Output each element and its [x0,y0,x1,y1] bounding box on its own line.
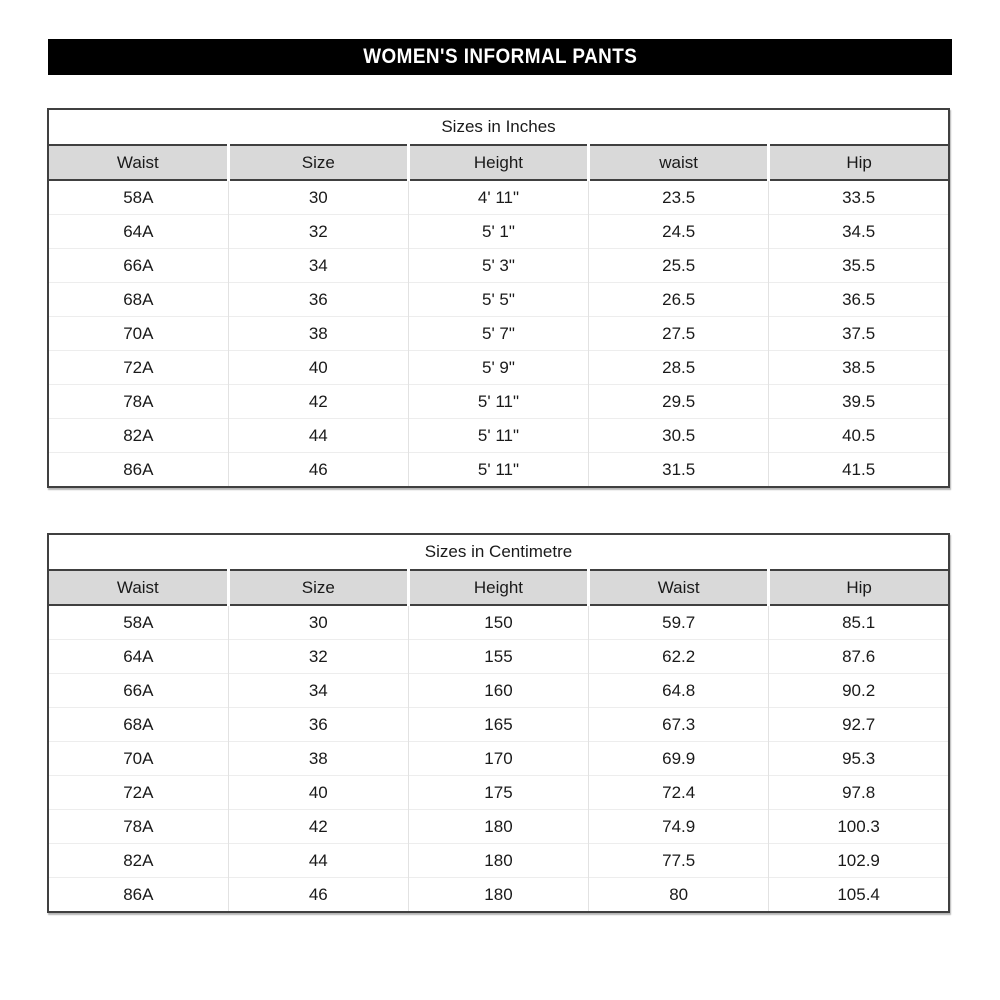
column-header: Hip [769,145,949,180]
table-cell: 68A [48,283,228,317]
table-cell: 165 [408,708,588,742]
table-row [48,810,949,844]
column-header: Size [228,570,408,605]
table-cell: 26.5 [589,283,769,317]
table-cell: 40 [228,776,408,810]
table-cell: 29.5 [589,385,769,419]
table-row [48,776,949,810]
sizes-in-inches-table [47,108,950,488]
table-cell: 64.8 [589,674,769,708]
table-cell: 74.9 [589,810,769,844]
table-cell: 58A [48,605,228,640]
table-title: Sizes in Centimetre [48,534,949,570]
table-row [48,640,949,674]
table-title-row [48,534,949,570]
table-cell: 5' 3" [408,249,588,283]
table-cell: 87.6 [769,640,949,674]
table-row [48,385,949,419]
table-cell: 105.4 [769,878,949,913]
table-cell: 39.5 [769,385,949,419]
page-title: WOMEN'S INFORMAL PANTS [362,45,638,68]
table-cell: 102.9 [769,844,949,878]
table-cell: 32 [228,215,408,249]
table-cell: 42 [228,810,408,844]
table-cell: 40.5 [769,419,949,453]
table-row [48,605,949,640]
table-cell: 62.2 [589,640,769,674]
table-cell: 5' 5" [408,283,588,317]
table-cell: 64A [48,215,228,249]
table-row [48,878,949,913]
table-cell: 92.7 [769,708,949,742]
table-cell: 36.5 [769,283,949,317]
table-cell: 69.9 [589,742,769,776]
table-row [48,249,949,283]
table-cell: 78A [48,385,228,419]
table-cell: 82A [48,419,228,453]
table-header-row [48,570,949,605]
table-cell: 38 [228,317,408,351]
table-cell: 30.5 [589,419,769,453]
table-cell: 72A [48,776,228,810]
table-row [48,708,949,742]
table-cell: 160 [408,674,588,708]
table-cell: 86A [48,878,228,913]
table-cell: 5' 7" [408,317,588,351]
table-cell: 35.5 [769,249,949,283]
table-cell: 30 [228,605,408,640]
table-row [48,419,949,453]
table-cell: 100.3 [769,810,949,844]
table-body [48,180,949,487]
table-cell: 34 [228,249,408,283]
table-cell: 180 [408,844,588,878]
table-cell: 27.5 [589,317,769,351]
table-row [48,351,949,385]
table-cell: 28.5 [589,351,769,385]
table-header-row [48,145,949,180]
table-cell: 5' 11" [408,385,588,419]
table-title-row [48,109,949,145]
table-cell: 68A [48,708,228,742]
table-cell: 32 [228,640,408,674]
table-cell: 37.5 [769,317,949,351]
table-cell: 180 [408,878,588,913]
table-cell: 78A [48,810,228,844]
table-cell: 42 [228,385,408,419]
table-row [48,674,949,708]
column-header: Waist [48,145,228,180]
table-cell: 36 [228,708,408,742]
table-cell: 70A [48,317,228,351]
table-cell: 59.7 [589,605,769,640]
table-cell: 44 [228,844,408,878]
table-cell: 34.5 [769,215,949,249]
table-cell: 36 [228,283,408,317]
table-cell: 150 [408,605,588,640]
table-cell: 38 [228,742,408,776]
table-cell: 30 [228,180,408,215]
table-row [48,215,949,249]
column-header: Waist [48,570,228,605]
table-cell: 44 [228,419,408,453]
table-row [48,180,949,215]
table-cell: 4' 11" [408,180,588,215]
table-cell: 5' 11" [408,419,588,453]
table-cell: 5' 11" [408,453,588,488]
table-cell: 155 [408,640,588,674]
table-row [48,283,949,317]
table-cell: 33.5 [769,180,949,215]
table-cell: 80 [589,878,769,913]
column-header: Height [408,570,588,605]
table-cell: 180 [408,810,588,844]
table-cell: 86A [48,453,228,488]
table-cell: 58A [48,180,228,215]
table-cell: 64A [48,640,228,674]
table-cell: 23.5 [589,180,769,215]
table-title: Sizes in Inches [48,109,949,145]
table-cell: 38.5 [769,351,949,385]
column-header: Height [408,145,588,180]
table-cell: 77.5 [589,844,769,878]
table-cell: 72A [48,351,228,385]
table-body [48,605,949,912]
table-cell: 82A [48,844,228,878]
table-cell: 46 [228,453,408,488]
table-cell: 24.5 [589,215,769,249]
table-cell: 41.5 [769,453,949,488]
table-cell: 66A [48,249,228,283]
table-cell: 34 [228,674,408,708]
table-cell: 25.5 [589,249,769,283]
table-cell: 5' 9" [408,351,588,385]
table-cell: 70A [48,742,228,776]
sizes-in-centimetre-table [47,533,950,913]
table-cell: 95.3 [769,742,949,776]
title-banner [48,39,952,75]
table-cell: 5' 1" [408,215,588,249]
table-row [48,844,949,878]
column-header: waist [589,145,769,180]
table-cell: 175 [408,776,588,810]
table-cell: 66A [48,674,228,708]
table-cell: 85.1 [769,605,949,640]
table-cell: 97.8 [769,776,949,810]
table-row [48,742,949,776]
table-cell: 72.4 [589,776,769,810]
table-cell: 170 [408,742,588,776]
table-row [48,317,949,351]
table-cell: 46 [228,878,408,913]
table-cell: 31.5 [589,453,769,488]
table-cell: 67.3 [589,708,769,742]
table-cell: 40 [228,351,408,385]
column-header: Hip [769,570,949,605]
column-header: Size [228,145,408,180]
column-header: Waist [589,570,769,605]
table-row [48,453,949,488]
table-cell: 90.2 [769,674,949,708]
